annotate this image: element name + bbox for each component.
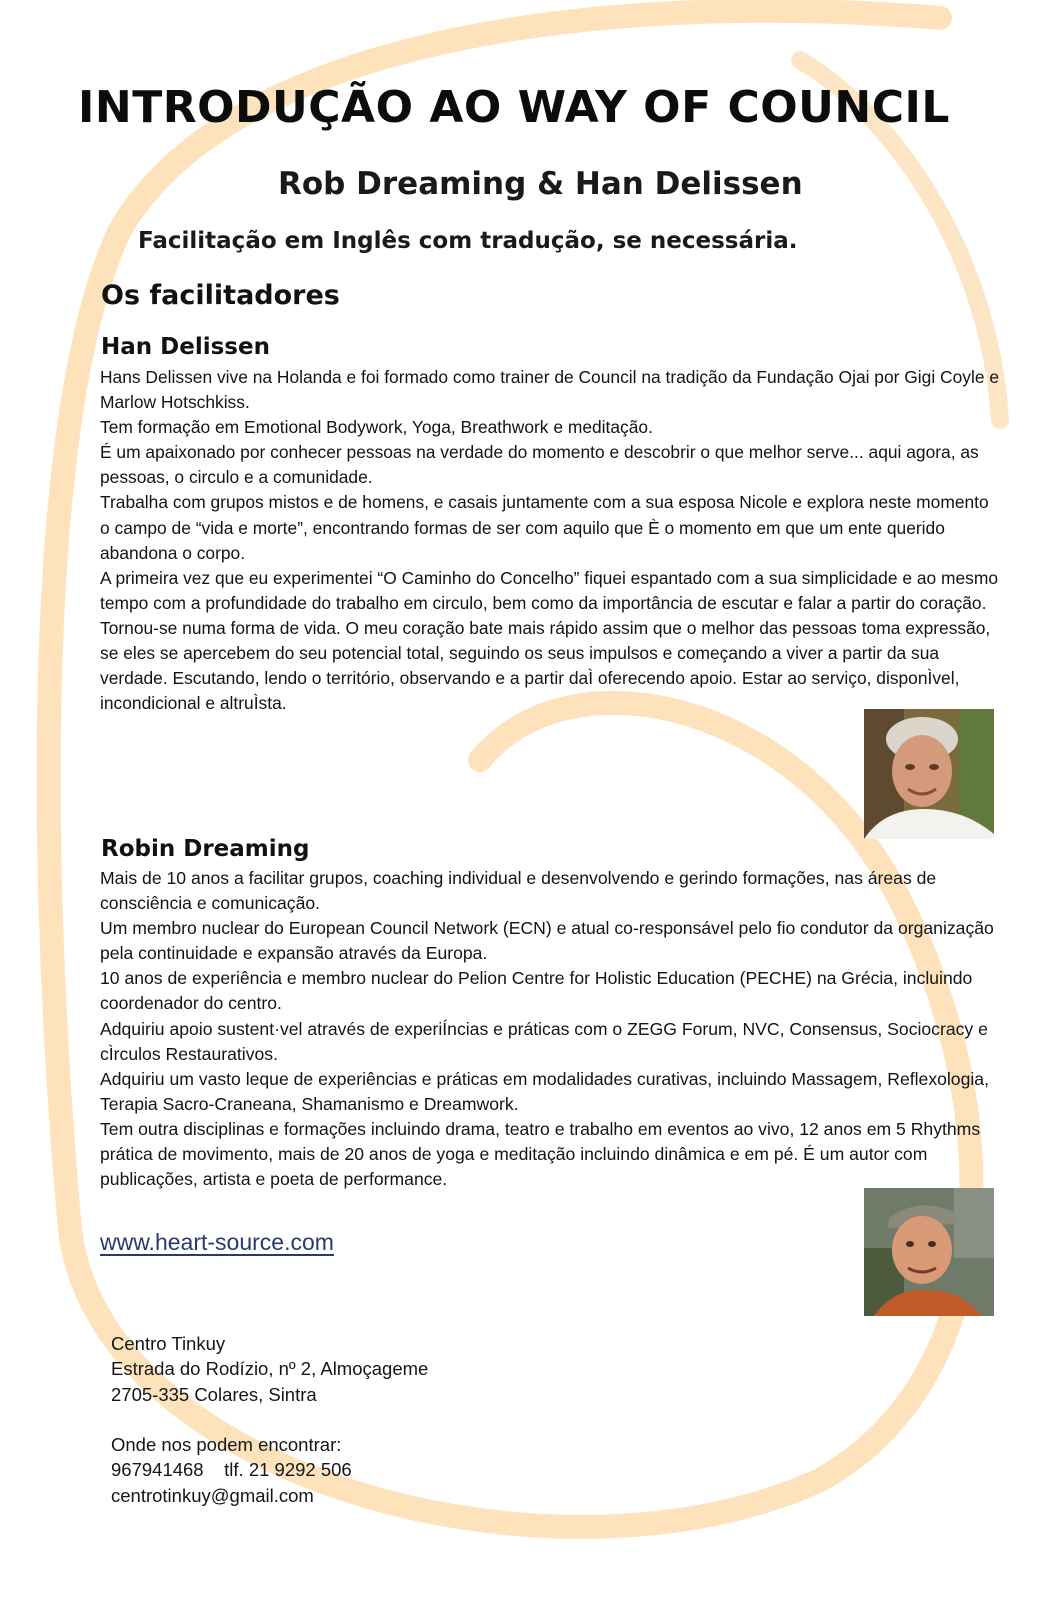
bio-paragraph: Mais de 10 anos a facilitar grupos, coaching individual e desenvolvendo e gerindo formações, nas áreas de consciência e comunicação. <box>100 868 937 914</box>
contact-block <box>111 1432 352 1508</box>
section-heading: Os facilitadores <box>101 280 340 311</box>
bio-robin <box>100 866 1000 1192</box>
venue-street: Estrada do Rodízio, nº 2, Almoçageme <box>111 1358 429 1380</box>
bio-paragraph: É um apaixonado por conhecer pessoas na verdade do momento e descobrir o que melhor serve... aqui agora, as pessoas, o circulo e a comunidade. <box>100 442 979 488</box>
bio-paragraph: 10 anos de experiência e membro nuclear do Pelion Centre for Holistic Education (PECHE) na Grécia, incluindo coordenador do centro. <box>100 968 973 1014</box>
facilitator-names: Rob Dreaming & Han Delissen <box>278 166 803 202</box>
venue-name: Centro Tinkuy <box>111 1333 226 1354</box>
bio-paragraph: A primeira vez que eu experimentei “O Caminho do Concelho” fiquei espantado com a sua simplicidade e ao mesmo tempo com a profundidade do trabalho em circulo, bem como da importância de escutar e falar a partir do coração. Tornou-se numa forma de vida. O meu coração bate mais rápido assim que o melhor das pessoas toma expressão, se eles se apercebem do seu potencial total, seguindo os seus impulsos e começando a viver a partir da sua verdade. Escutando, lendo o território, observando e a partir daÌ oferecendo apoio. Estar ao serviço, disponÌvel, incondicional e altruÌsta. <box>100 567 999 714</box>
contact-heading: Onde nos podem encontrar: <box>111 1434 342 1455</box>
bio-paragraph: Tem outra disciplinas e formações incluindo drama, teatro e trabalho em eventos ao vivo, 12 anos em 5 Rhythms prática de movimento, mais de 20 anos de yoga e meditação incluindo dinâmica e em pé. É um autor com publicações, artista e poeta de performance. <box>100 1118 981 1190</box>
photo-robin-dreaming <box>864 1188 994 1316</box>
address-block <box>111 1331 428 1407</box>
photo-han-delissen <box>864 709 994 839</box>
bio-paragraph: Adquiriu apoio sustent·vel através de experiÍncias e práticas com o ZEGG Forum, NVC, Consensus, Sociocracy e cÌrculos Restaurativos. <box>100 1018 988 1064</box>
bio-han <box>100 365 1000 716</box>
language-note: Facilitação em Inglês com tradução, se necessária. <box>138 228 798 254</box>
contact-email: centrotinkuy@gmail.com <box>111 1484 314 1506</box>
venue-city: 2705-335 Colares, Sintra <box>111 1383 317 1405</box>
bio-paragraph: Um membro nuclear do European Council Network (ECN) e atual co-responsável pelo fio condutor da organização pela continuidade e expansão através da Europa. <box>100 918 994 964</box>
bio-paragraph: Hans Delissen vive na Holanda e foi formado como trainer de Council na tradição da Fundação Ojai por Gigi Coyle e Marlow Hotschkiss. <box>100 367 999 413</box>
bio-paragraph: Trabalha com grupos mistos e de homens, e casais juntamente com a sua esposa Nicole e explora neste momento o campo de “vida e morte”, encontrando formas de ser com aquilo que È o momento em que um ente querido abandona o corpo. <box>100 492 989 563</box>
page-title: INTRODUÇÃO AO WAY OF COUNCIL <box>78 82 950 133</box>
bio-paragraph: Adquiriu um vasto leque de experiências e práticas em modalidades curativas, incluindo Massagem, Reflexologia, Terapia Sacro-Craneana, Shamanismo e Dreamwork. <box>100 1068 989 1114</box>
bio-paragraph: Tem formação em Emotional Bodywork, Yoga, Breathwork e meditação. <box>100 417 653 438</box>
bio-name-han: Han Delissen <box>101 334 270 360</box>
bio-name-robin: Robin Dreaming <box>101 836 310 862</box>
website-link[interactable]: www.heart-source.com <box>100 1229 334 1255</box>
contact-phones: 967941468 tlf. 21 9292 506 <box>111 1459 352 1481</box>
